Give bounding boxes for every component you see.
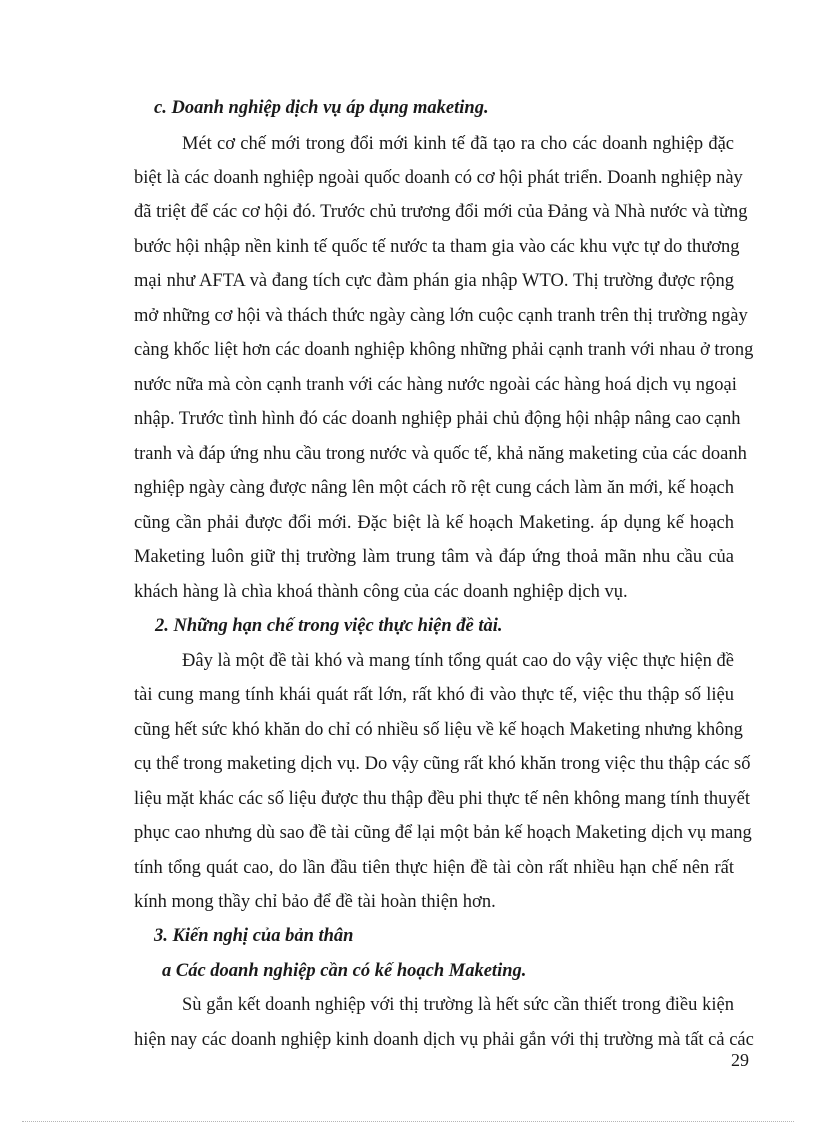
section-heading: c. Doanh nghiệp dịch vụ áp dụng maketing. [154, 98, 489, 118]
section-heading: 3. Kiến nghị của bản thân [154, 926, 354, 946]
paragraph-line: cũng cần phải được đổi mới. Đặc biệt là kế hoạch Maketing. áp dụng kế hoạch [134, 513, 734, 533]
paragraph-line: Maketing luôn giữ thị trường làm trung tâm và đáp ứng thoả mãn nhu cầu của [134, 547, 734, 567]
paragraph-line: nghiệp ngày càng được nâng lên một cách rõ rệt cung cách làm ăn mới, kế hoạch [134, 478, 734, 498]
page-bottom-divider [22, 1121, 794, 1122]
paragraph-line: cụ thể trong maketing dịch vụ. Do vậy cũng rất khó khăn trong việc thu thập các số [134, 754, 751, 774]
paragraph-line: khách hàng là chìa khoá thành công của các doanh nghiệp dịch vụ. [134, 582, 628, 602]
paragraph-line: phục cao nhưng dù sao đề tài cũng để lại một bản kế hoạch Maketing dịch vụ mang [134, 823, 752, 843]
paragraph-line: càng khốc liệt hơn các doanh nghiệp không những phải cạnh tranh với nhau ở trong [134, 340, 754, 360]
paragraph-line: mại như AFTA và đang tích cực đàm phán gia nhập WTO. Thị trường được rộng [134, 271, 734, 291]
paragraph-line: cũng hết sức khó khăn do chỉ có nhiều số liệu về kế hoạch Maketing nhưng không [134, 720, 743, 740]
paragraph-line: biệt là các doanh nghiệp ngoài quốc doanh có cơ hội phát triển. Doanh nghiệp này [134, 168, 743, 188]
paragraph-line: tính tổng quát cao, do lần đầu tiên thực hiện đề tài còn rất nhiều hạn chế nên rất [134, 858, 734, 878]
paragraph-line: nước nữa mà còn cạnh tranh với các hàng nước ngoài các hàng hoá dịch vụ ngoại [134, 375, 737, 395]
paragraph-line: nhập. Trước tình hình đó các doanh nghiệp phải chủ động hội nhập nâng cao cạnh [134, 409, 741, 429]
paragraph-line: Sù gắn kết doanh nghiệp với thị trường là hết sức cần thiết trong điều kiện [182, 995, 734, 1015]
subsection-heading: a Các doanh nghiệp cần có kế hoạch Maketing. [162, 961, 527, 981]
page-number: 29 [731, 1050, 749, 1070]
paragraph-line: tranh và đáp ứng nhu cầu trong nước và quốc tế, khả năng maketing của các doanh [134, 444, 747, 464]
paragraph-line: Mét cơ chế mới trong đổi mới kinh tế đã tạo ra cho các doanh nghiệp đặc [182, 134, 734, 154]
paragraph-line: tài cung mang tính khái quát rất lớn, rất khó đi vào thực tế, việc thu thập số liệu [134, 685, 734, 705]
paragraph-line: bước hội nhập nền kinh tế quốc tế nước ta tham gia vào các khu vực tự do thương [134, 237, 740, 257]
paragraph-line: liệu mặt khác các số liệu được thu thập đều phi thực tế nên không mang tính thuyết [134, 789, 751, 809]
paragraph-line: hiện nay các doanh nghiệp kinh doanh dịch vụ phải gắn với thị trường mà tất cả các [134, 1030, 754, 1050]
paragraph-line: đã triệt để các cơ hội đó. Trước chủ trương đổi mới của Đảng và Nhà nước và từng [134, 202, 748, 222]
paragraph-line: mở những cơ hội và thách thức ngày càng lớn cuộc cạnh tranh trên thị trường ngày [134, 306, 748, 326]
paragraph-line: Đây là một đề tài khó và mang tính tổng quát cao do vậy việc thực hiện đề [182, 651, 734, 671]
section-heading: 2. Những hạn chế trong việc thực hiện đề tài. [155, 616, 503, 636]
paragraph-line: kính mong thầy chỉ bảo để đề tài hoàn thiện hơn. [134, 892, 496, 912]
